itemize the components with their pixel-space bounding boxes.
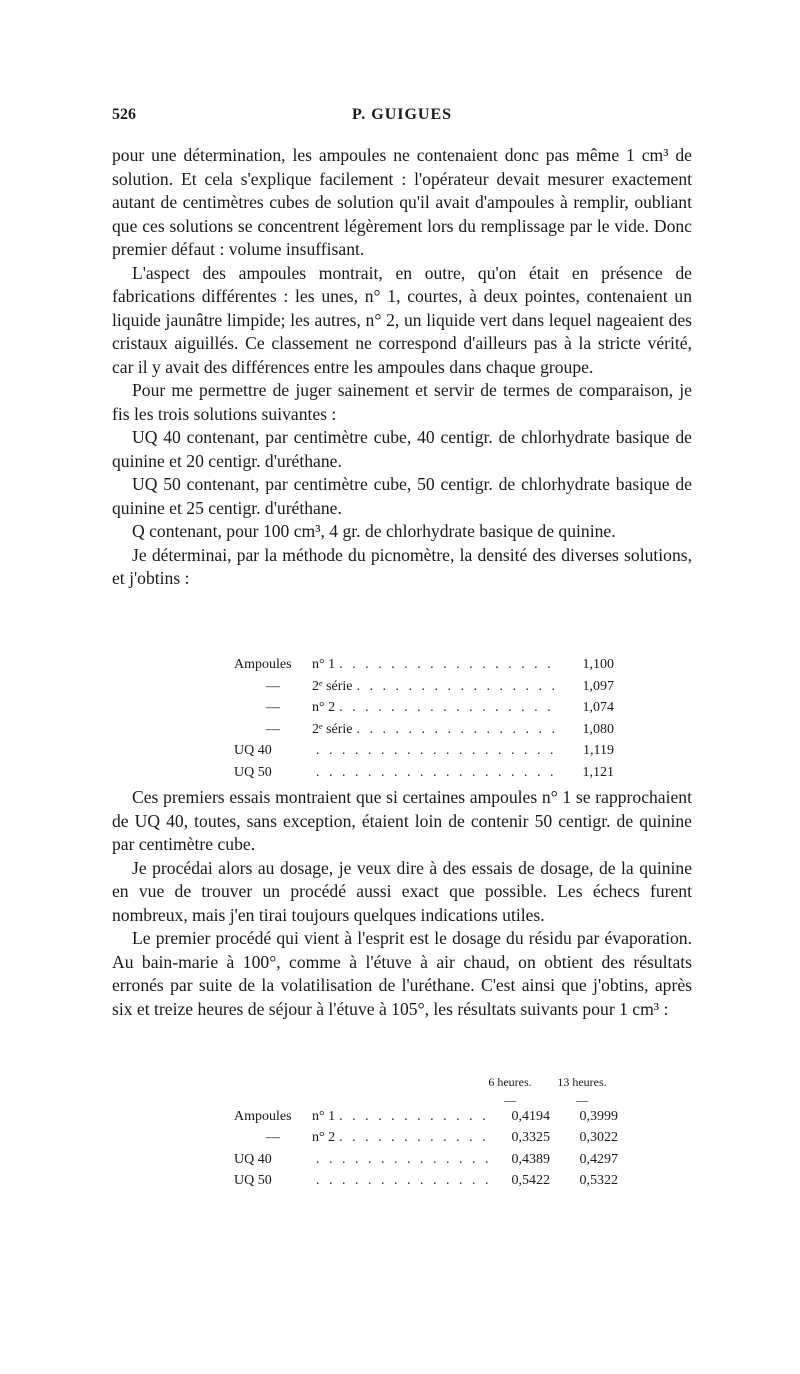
paragraph: L'aspect des ampoules montrait, en outre, qu'on était en présence de fabrications différentes : les unes, n° 1, courtes, à deux pointes, contenaient un liquide jaunâtre limpide; les autres, n° 2, un liquide vert dans lequel nageaient des cristaux aiguillés. Ce classement ne correspond d'ailleurs pas à la stricte vérité, car il y avait des différences entre les ampoules dans chaque groupe.	[112, 262, 692, 377]
dot-leader	[357, 719, 560, 741]
row-label: —	[266, 1130, 280, 1146]
dot-leader	[316, 740, 560, 762]
value-13h: 0,3999	[579, 1108, 618, 1124]
value-13h: 0,5322	[579, 1173, 618, 1189]
row-sublabel: n° 1	[312, 1108, 336, 1124]
table-row	[234, 1106, 618, 1128]
page-header	[112, 106, 692, 130]
residue-table	[234, 1072, 618, 1192]
dot-leader	[357, 676, 560, 698]
paragraph: Pour me permettre de juger sainement et servir de termes de comparaison, je fis les trois solutions suivantes :	[112, 380, 692, 424]
density-value: 1,121	[582, 764, 614, 780]
paragraph: pour une détermination, les ampoules ne contenaient donc pas même 1 cm³ de solution. Et cela s'explique facilement : l'opérateur devait mesurer exactement autant de centimètres cubes de solution qu'il avait d'ampoules à remplir, oubliant que ces solutions se concentrent légèrement lors du remplissage par le vide. Donc premier défaut : volume insuffisant.	[112, 145, 692, 259]
column-header-6h: 6 heures.	[488, 1075, 532, 1089]
row-label: UQ 40	[234, 743, 272, 759]
running-head: P. GUIGUES	[351, 106, 453, 123]
dot-leader	[316, 762, 560, 784]
dot-leader	[339, 1106, 490, 1128]
table-row	[234, 1127, 618, 1149]
density-value: 1,080	[582, 721, 614, 737]
row-label: UQ 50	[234, 764, 272, 780]
value-6h: 0,4194	[511, 1108, 550, 1124]
value-13h: 0,3022	[579, 1130, 618, 1146]
value-6h: 0,5422	[511, 1173, 550, 1189]
paragraph: Ces premiers essais montraient que si certaines ampoules n° 1 se rapprochaient de UQ 40, toutes, sans exception, étaient loin de contenir 50 centigr. de quinine par centimètre cube.	[112, 787, 692, 854]
row-label: —	[266, 700, 280, 716]
row-sublabel: n° 2	[312, 1130, 336, 1146]
row-label: Ampoules	[234, 657, 292, 672]
table-row	[234, 1149, 618, 1171]
table-row	[234, 762, 614, 784]
table-row	[234, 719, 614, 741]
column-header-13h: 13 heures.	[557, 1075, 607, 1089]
paragraph: UQ 50 contenant, par centimètre cube, 50 centigr. de chlorhydrate basique de quinine et 25 centigr. d'uréthane.	[112, 474, 692, 518]
header-rule: —	[504, 1092, 516, 1107]
row-label: —	[266, 721, 280, 737]
row-sublabel: n° 2	[312, 700, 336, 716]
dot-leader	[316, 1170, 490, 1192]
table-row	[234, 1170, 618, 1192]
row-sublabel: 2ᵉ série	[312, 678, 353, 694]
header-rules	[234, 1094, 618, 1106]
row-label: Ampoules	[234, 1108, 292, 1124]
dot-leader	[339, 697, 560, 719]
dot-leader	[339, 1127, 490, 1149]
table-row	[234, 676, 614, 698]
row-label: UQ 50	[234, 1173, 272, 1189]
page-number: 526	[112, 106, 136, 123]
table-row	[234, 654, 614, 676]
density-value: 1,097	[582, 678, 614, 694]
density-table	[234, 654, 614, 784]
body-text-top	[112, 144, 692, 591]
column-headers	[234, 1072, 618, 1094]
dot-leader	[316, 1149, 490, 1171]
table-row	[234, 740, 614, 762]
value-13h: 0,4297	[579, 1151, 618, 1167]
value-6h: 0,4389	[511, 1151, 550, 1167]
body-text-bottom	[112, 786, 692, 1021]
row-sublabel: 2ᵉ série	[312, 721, 353, 737]
density-value: 1,074	[582, 700, 614, 716]
density-value: 1,119	[583, 743, 614, 759]
density-value: 1,100	[582, 657, 614, 672]
header-rule: —	[576, 1092, 588, 1107]
row-label: —	[266, 678, 280, 694]
value-6h: 0,3325	[511, 1130, 550, 1146]
paragraph: Je procédai alors au dosage, je veux dire à des essais de dosage, de la quinine en vue de trouver un procédé aussi exact que possible. Les échecs furent nombreux, mais j'en tirai toujours quelques indications utiles.	[112, 857, 692, 925]
table-row	[234, 697, 614, 719]
dot-leader	[339, 654, 560, 676]
row-label: UQ 40	[234, 1151, 272, 1167]
row-sublabel: n° 1	[312, 657, 336, 672]
paragraph: Q contenant, pour 100 cm³, 4 gr. de chlorhydrate basique de quinine.	[132, 521, 616, 541]
paragraph: Je déterminai, par la méthode du picnomètre, la densité des diverses solutions, et j'obtins :	[112, 544, 692, 588]
paragraph: Le premier procédé qui vient à l'esprit est le dosage du résidu par évaporation. Au bain-marie à 100°, comme à l'étuve à air chaud, on obtient des résultats erronés par suite de la volatilisation de l'uréthane. C'est ainsi que j'obtins, après six et treize heures de séjour à l'étuve à 105°, les résultats suivants pour 1 cm³ :	[112, 928, 692, 1019]
paragraph: UQ 40 contenant, par centimètre cube, 40 centigr. de chlorhydrate basique de quinine et 20 centigr. d'uréthane.	[112, 427, 692, 471]
